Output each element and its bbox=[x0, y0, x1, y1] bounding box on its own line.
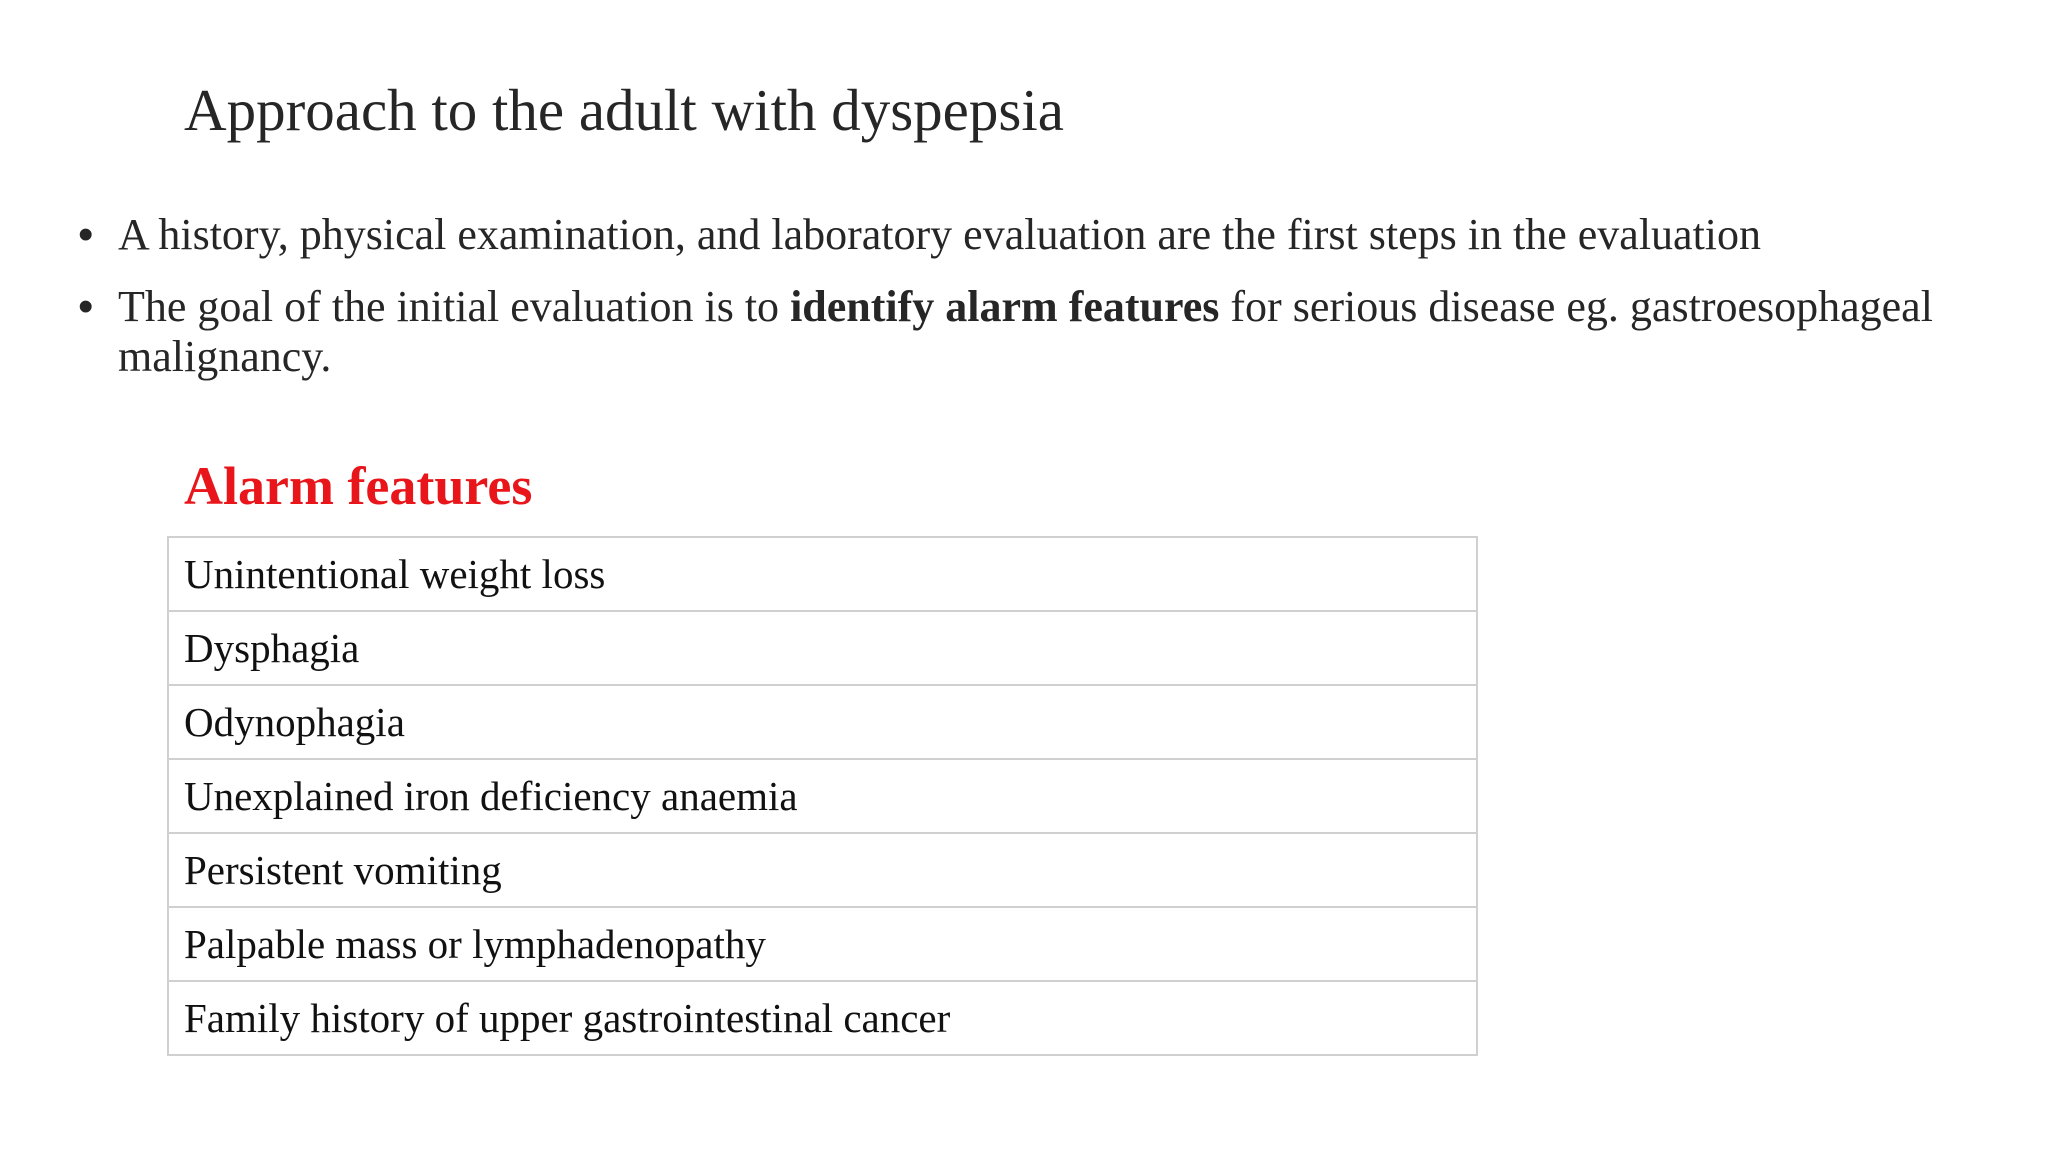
table-cell: Persistent vomiting bbox=[168, 833, 1477, 907]
table-row bbox=[168, 611, 1477, 685]
table-cell: Odynophagia bbox=[168, 685, 1477, 759]
slide-title: Approach to the adult with dyspepsia bbox=[184, 77, 1064, 143]
bullet-text-end: for serious disease eg. gastroesophageal malignancy. bbox=[118, 282, 1933, 381]
bullet-text-emphasis: identify alarm features bbox=[790, 282, 1220, 331]
bullet-text-start: The goal of the initial evaluation is to bbox=[118, 282, 791, 331]
table-row bbox=[168, 537, 1477, 611]
table-cell: Unexplained iron deficiency anaemia bbox=[168, 759, 1477, 833]
table-row bbox=[168, 833, 1477, 907]
table-row bbox=[168, 981, 1477, 1055]
table-cell: Unintentional weight loss bbox=[184, 551, 606, 597]
table-row bbox=[168, 685, 1477, 759]
table-cell: Dysphagia bbox=[168, 611, 1477, 685]
alarm-features-heading: Alarm features bbox=[184, 456, 533, 516]
table-row bbox=[168, 907, 1477, 981]
table-cell: Palpable mass or lymphadenopathy bbox=[168, 907, 1477, 981]
bullet-icon: • bbox=[78, 210, 94, 259]
table-row bbox=[168, 759, 1477, 833]
bullet-item bbox=[78, 282, 1978, 382]
table-cell: Family history of upper gastrointestinal cancer bbox=[168, 981, 1477, 1055]
bullet-item bbox=[78, 210, 1978, 260]
alarm-features-table bbox=[167, 536, 1478, 1056]
bullet-list bbox=[78, 210, 1978, 404]
bullet-text: A history, physical examination, and laboratory evaluation are the first steps in the evaluation bbox=[118, 210, 1762, 259]
bullet-icon: • bbox=[78, 282, 94, 331]
